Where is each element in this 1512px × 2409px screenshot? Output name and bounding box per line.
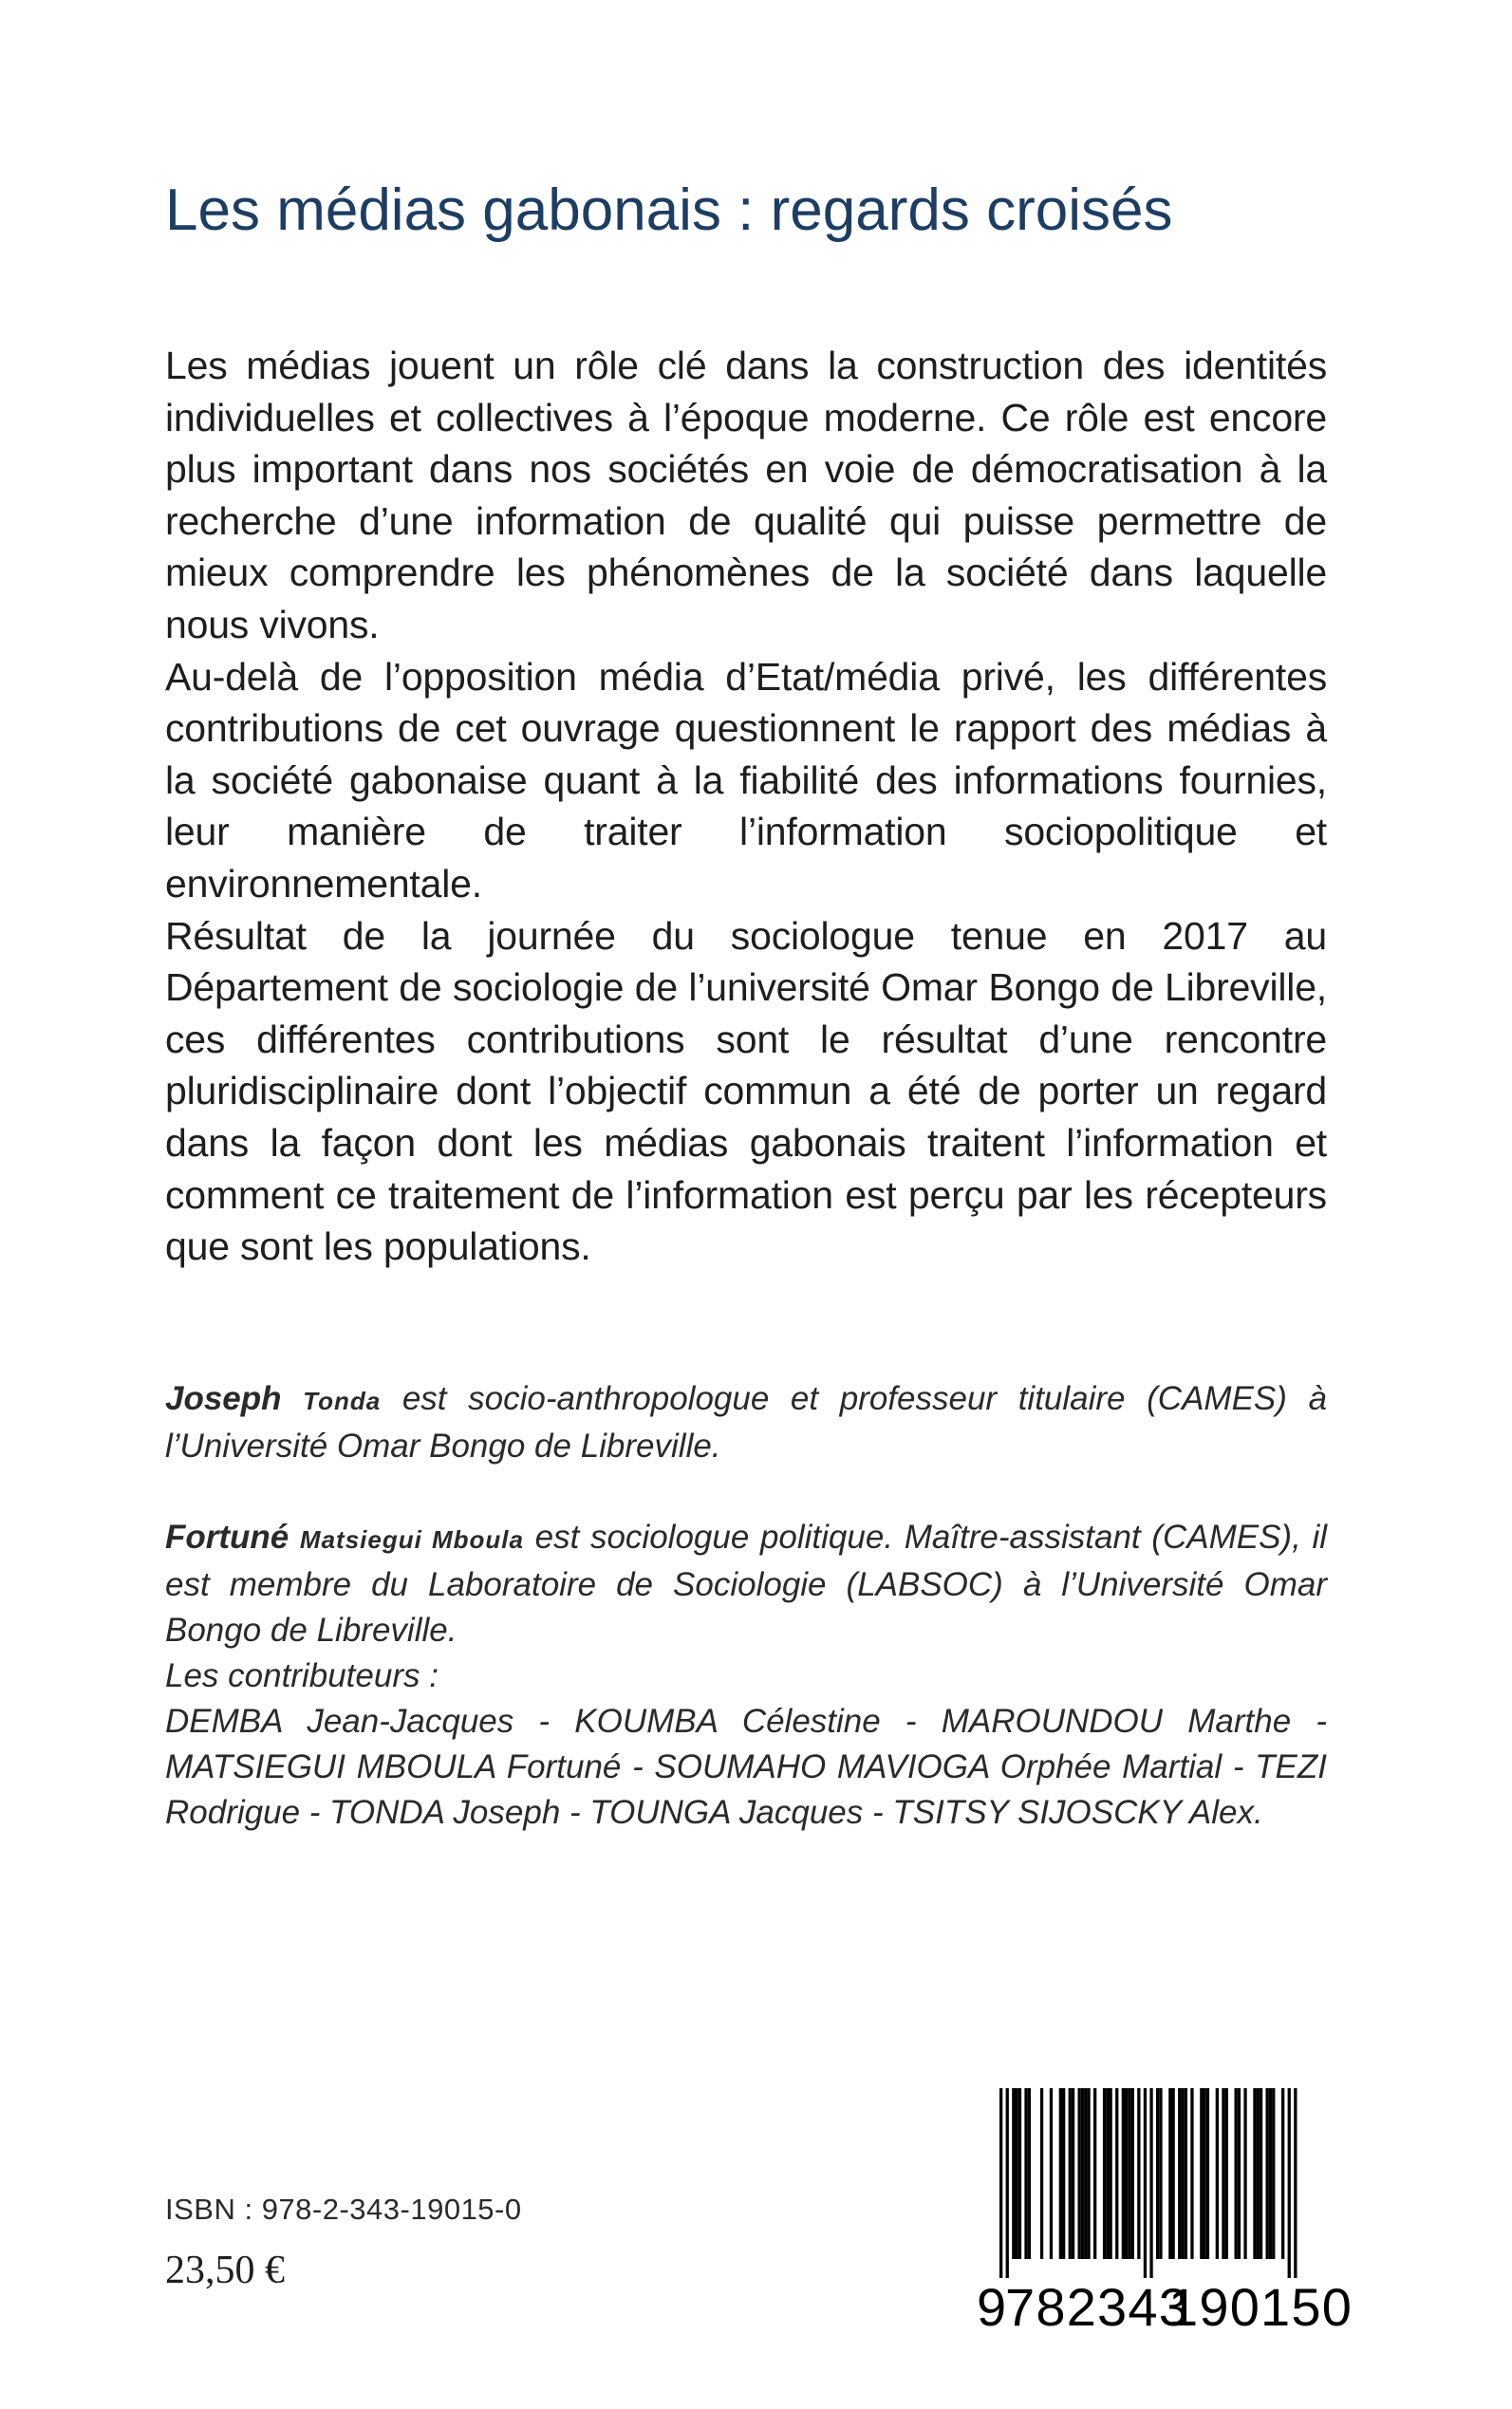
barcode-bar bbox=[1294, 2088, 1297, 2278]
barcode-bar bbox=[1028, 2088, 1031, 2259]
barcode-bar bbox=[1238, 2088, 1241, 2259]
barcode-bar bbox=[1062, 2088, 1065, 2259]
authors-section bbox=[165, 1376, 1327, 1836]
barcode-bar bbox=[1084, 2088, 1087, 2259]
barcode-bar bbox=[1206, 2088, 1209, 2259]
author-last-name: Matsiegui Mboula bbox=[299, 1525, 524, 1554]
barcode-bar bbox=[1069, 2088, 1072, 2259]
barcode-bar bbox=[1185, 2088, 1187, 2259]
barcode-bar bbox=[999, 2088, 1002, 2278]
author-description: est socio-anthropologue et professeur titulaire (CAMES) à l’Université Omar Bongo de Libreville. bbox=[165, 1380, 1327, 1465]
barcode-bar bbox=[1260, 2088, 1262, 2259]
author-bio bbox=[165, 1515, 1327, 1653]
barcode-bar bbox=[1172, 2088, 1175, 2259]
barcode-bars bbox=[973, 2088, 1335, 2278]
summary bbox=[165, 340, 1327, 1273]
barcode-bar bbox=[1144, 2088, 1147, 2278]
barcode-left-group: 782343 bbox=[1005, 2277, 1190, 2337]
author-description: est sociologue politique. Maître-assistant (CAMES), il est membre du Laboratoire de Sociologie (LABSOC) à l’Université Omar Bongo de Libreville. bbox=[165, 1519, 1327, 1649]
barcode-bar bbox=[1156, 2088, 1159, 2259]
isbn: ISBN : 978-2-343-19015-0 bbox=[165, 2193, 522, 2226]
barcode-bar bbox=[1288, 2088, 1291, 2278]
barcode-bar bbox=[1018, 2088, 1021, 2259]
barcode-bar bbox=[1137, 2088, 1140, 2259]
barcode-bar bbox=[1078, 2088, 1081, 2259]
summary-paragraph: Les médias jouent un rôle clé dans la construction des identités individuelles et collectives à l’époque moderne. Ce rôle est encore plus important dans nos sociétés en voie de démocratisation à la recherche d’une information de qualité qui puisse permettre de mieux comprendre les phénomènes de la société dans laquelle nous vivons. bbox=[165, 344, 1327, 646]
barcode-bar bbox=[1024, 2088, 1027, 2259]
barcode-bar bbox=[1235, 2088, 1238, 2259]
barcode-bar bbox=[1093, 2088, 1096, 2259]
barcode-bar bbox=[1266, 2088, 1269, 2259]
barcode-bar bbox=[1159, 2088, 1162, 2259]
barcode-bar bbox=[1072, 2088, 1074, 2259]
barcode-bar bbox=[1216, 2088, 1219, 2259]
barcode-bar bbox=[1106, 2088, 1109, 2259]
price: 23,50 € bbox=[165, 2249, 285, 2292]
barcode-bar bbox=[1125, 2088, 1128, 2259]
barcode-bar bbox=[1087, 2088, 1090, 2259]
summary-paragraph: Au-delà de l’opposition média d’Etat/média privé, les différentes contributions de cet ouvrage questionnent le rapport des médias à la société gabonaise quant à la fiabilité des informations fournies, leur manière de traiter l’information sociopolitique et environnementale. bbox=[165, 654, 1327, 906]
barcode-lead-digit: 9 bbox=[977, 2277, 1007, 2337]
contributors-list: DEMBA Jean-Jacques - KOUMBA Célestine - MAROUNDOU Marthe - MATSIEGUI MBOULA Fortuné - SOUMAHO MAVIOGA Orphée Martial - TEZI Rodrigue - TONDA Joseph - TOUNGA Jacques - TSITSY SIJOSCKY Alex. bbox=[165, 1703, 1327, 1831]
contributors-label: Les contributeurs : bbox=[165, 1657, 439, 1694]
barcode-bar bbox=[1110, 2088, 1112, 2259]
barcode-bar bbox=[1149, 2088, 1152, 2278]
barcode-digits bbox=[973, 2274, 1353, 2341]
barcode-bar bbox=[1168, 2088, 1171, 2259]
barcode-bar bbox=[1225, 2088, 1228, 2259]
barcode-bar bbox=[1269, 2088, 1272, 2259]
barcode-bar bbox=[1122, 2088, 1125, 2259]
barcode-bar bbox=[1243, 2088, 1246, 2259]
barcode-bar bbox=[1006, 2088, 1009, 2278]
barcode-bar bbox=[1059, 2088, 1062, 2259]
barcode-bar bbox=[1040, 2088, 1043, 2259]
barcode-bar bbox=[1016, 2088, 1018, 2259]
barcode-right-group: 190150 bbox=[1168, 2277, 1353, 2337]
barcode-bar bbox=[1272, 2088, 1275, 2259]
barcode-bar bbox=[1115, 2088, 1118, 2259]
barcode-bar bbox=[1081, 2088, 1084, 2259]
barcode-bar bbox=[1253, 2088, 1256, 2259]
barcode bbox=[973, 2088, 1353, 2337]
barcode-bar bbox=[1257, 2088, 1260, 2259]
barcode-bar bbox=[1012, 2088, 1015, 2259]
barcode-bar bbox=[1050, 2088, 1053, 2259]
author-bio bbox=[165, 1376, 1327, 1469]
barcode-bar bbox=[1190, 2088, 1193, 2259]
author-name: Fortuné Matsiegui Mboula bbox=[165, 1519, 524, 1556]
author-name: Joseph Tonda bbox=[165, 1380, 382, 1417]
barcode-bar bbox=[1281, 2088, 1284, 2259]
barcode-bar bbox=[1222, 2088, 1224, 2259]
barcode-bar bbox=[1204, 2088, 1206, 2259]
barcode-bar bbox=[1103, 2088, 1106, 2259]
barcode-bar bbox=[1200, 2088, 1203, 2259]
barcode-bar bbox=[1128, 2088, 1130, 2259]
author-last-name: Tonda bbox=[303, 1387, 382, 1415]
barcode-bar bbox=[1178, 2088, 1181, 2259]
summary-paragraph: Résultat de la journée du sociologue tenue en 2017 au Département de sociologie de l’université Omar Bongo de Libreville, ces différentes contributions sont le résultat d’une rencontre pluridisciplinaire dont l’objectif commun a été de porter un regard dans la façon dont les médias gabonais traitent l’information et comment ce traitement de l’information est perçu par les récepteurs que sont les populations. bbox=[165, 913, 1327, 1269]
book-title: Les médias gabonais : regards croisés bbox=[165, 177, 1173, 243]
barcode-bar bbox=[1131, 2088, 1134, 2259]
barcode-bar bbox=[1181, 2088, 1184, 2259]
